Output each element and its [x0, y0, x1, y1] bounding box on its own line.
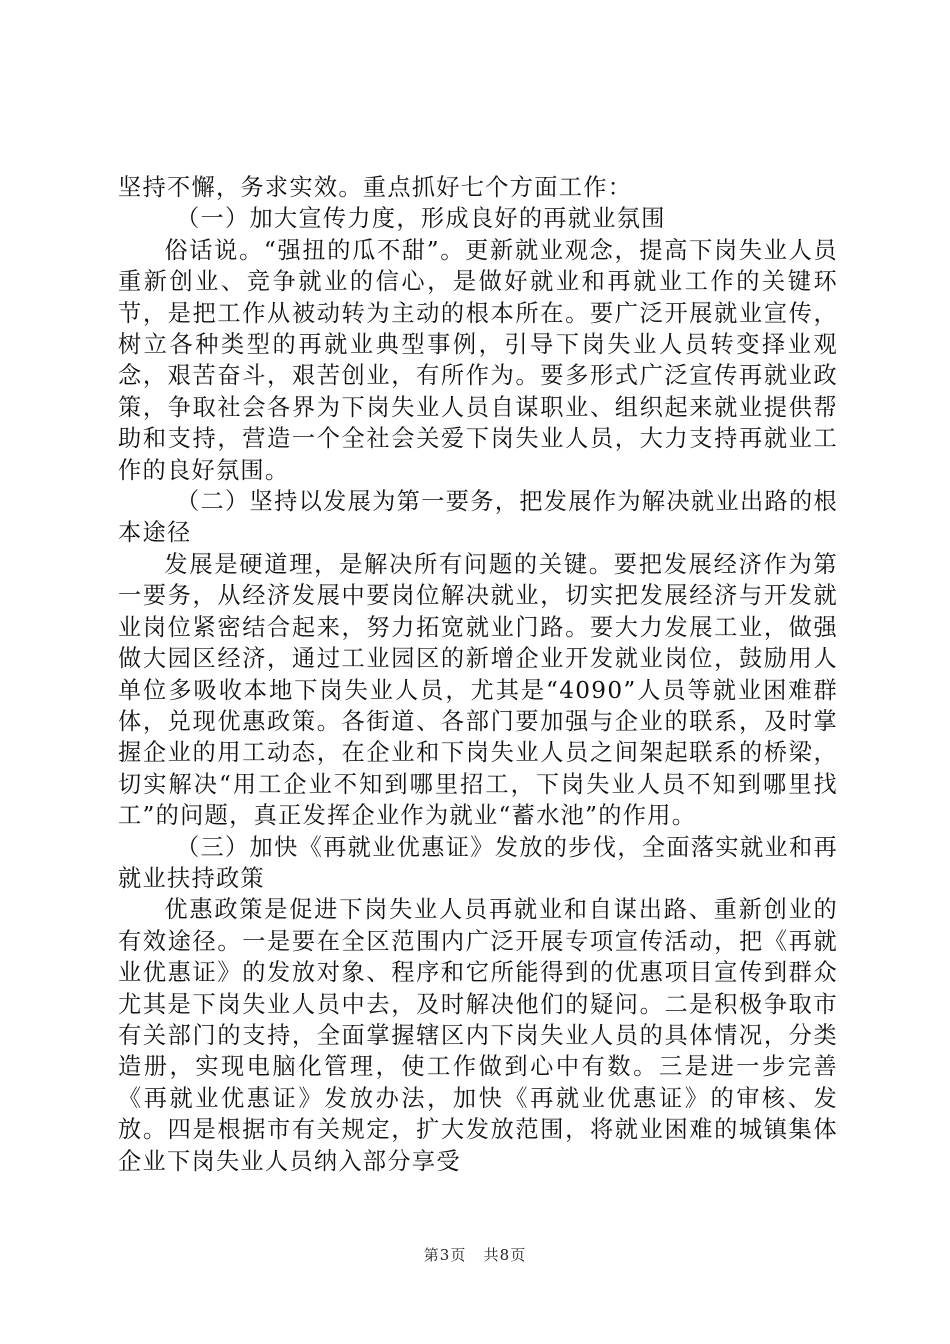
page-total: 共8页	[483, 1246, 527, 1264]
paragraph-section-2: 发展是硬道理，是解决所有问题的关键。要把发展经济作为第一要务，从经济发展中要岗位解决就业，切实把发展经济与开发就业岗位紧密结合起来，努力拓宽就业门路。要大力发展工业，做强做大园区经济，通过工业园区的新增企业开发就业岗位，鼓励用人单位多吸收本地下岗失业人员，尤其是“4090”人员等就业困难群体，兑现优惠政策。各街道、各部门要加强与企业的联系，及时掌握企业的用工动态，在企业和下岗失业人员之间架起联系的桥梁，切实解决“用工企业不知到哪里招工，下岗失业人员不知到哪里找工”的问题，真正发挥企业作为就业“蓄水池”的作用。	[118, 550, 838, 830]
document-body	[118, 172, 838, 1177]
section-heading-1: （一）加大宣传力度，形成良好的再就业氛围	[176, 205, 666, 233]
paragraph-section-3: 优惠政策是促进下岗失业人员再就业和自谋出路、重新创业的有效途径。一是要在全区范围内广泛开展专项宣传活动，把《再就业优惠证》的发放对象、程序和它所能得到的优惠项目宣传到群众尤其是下岗失业人员中去，及时解决他们的疑问。二是积极争取市有关部门的支持，全面掌握辖区内下岗失业人员的具体情况，分类造册，实现电脑化管理，使工作做到心中有数。三是进一步完善《再就业优惠证》发放办法，加快《再就业优惠证》的审核、发放。四是根据市有关规定，扩大发放范围，将就业困难的城镇集体企业下岗失业人员纳入部分享受	[118, 896, 838, 1175]
paragraph-section-1: 俗话说。“强扭的瓜不甜”。更新就业观念，提高下岗失业人员重新创业、竞争就业的信心，是做好就业和再就业工作的关键环节，是把工作从被动转为主动的根本所在。要广泛开展就业宣传，树立各种类型的再就业典型事例，引导下岗失业人员转变择业观念，艰苦奋斗，艰苦创业，有所作为。要多形式广泛宣传再就业政策，争取社会各界为下岗失业人员自谋职业、组织起来就业提供帮助和支持，营造一个全社会关爱下岗失业人员，大力支持再就业工作的良好氛围。	[118, 236, 838, 484]
section-heading-3: （三）加快《再就业优惠证》发放的步伐，全面落实就业和再就业扶持政策	[118, 833, 838, 892]
page-number: 第3页	[423, 1246, 467, 1264]
page-footer	[0, 1244, 950, 1265]
paragraph-intro-continuation: 坚持不懈，务求实效。重点抓好七个方面工作：	[118, 174, 633, 201]
section-heading-2: （二）坚持以发展为第一要务，把发展作为解决就业出路的根本途径	[118, 488, 838, 547]
